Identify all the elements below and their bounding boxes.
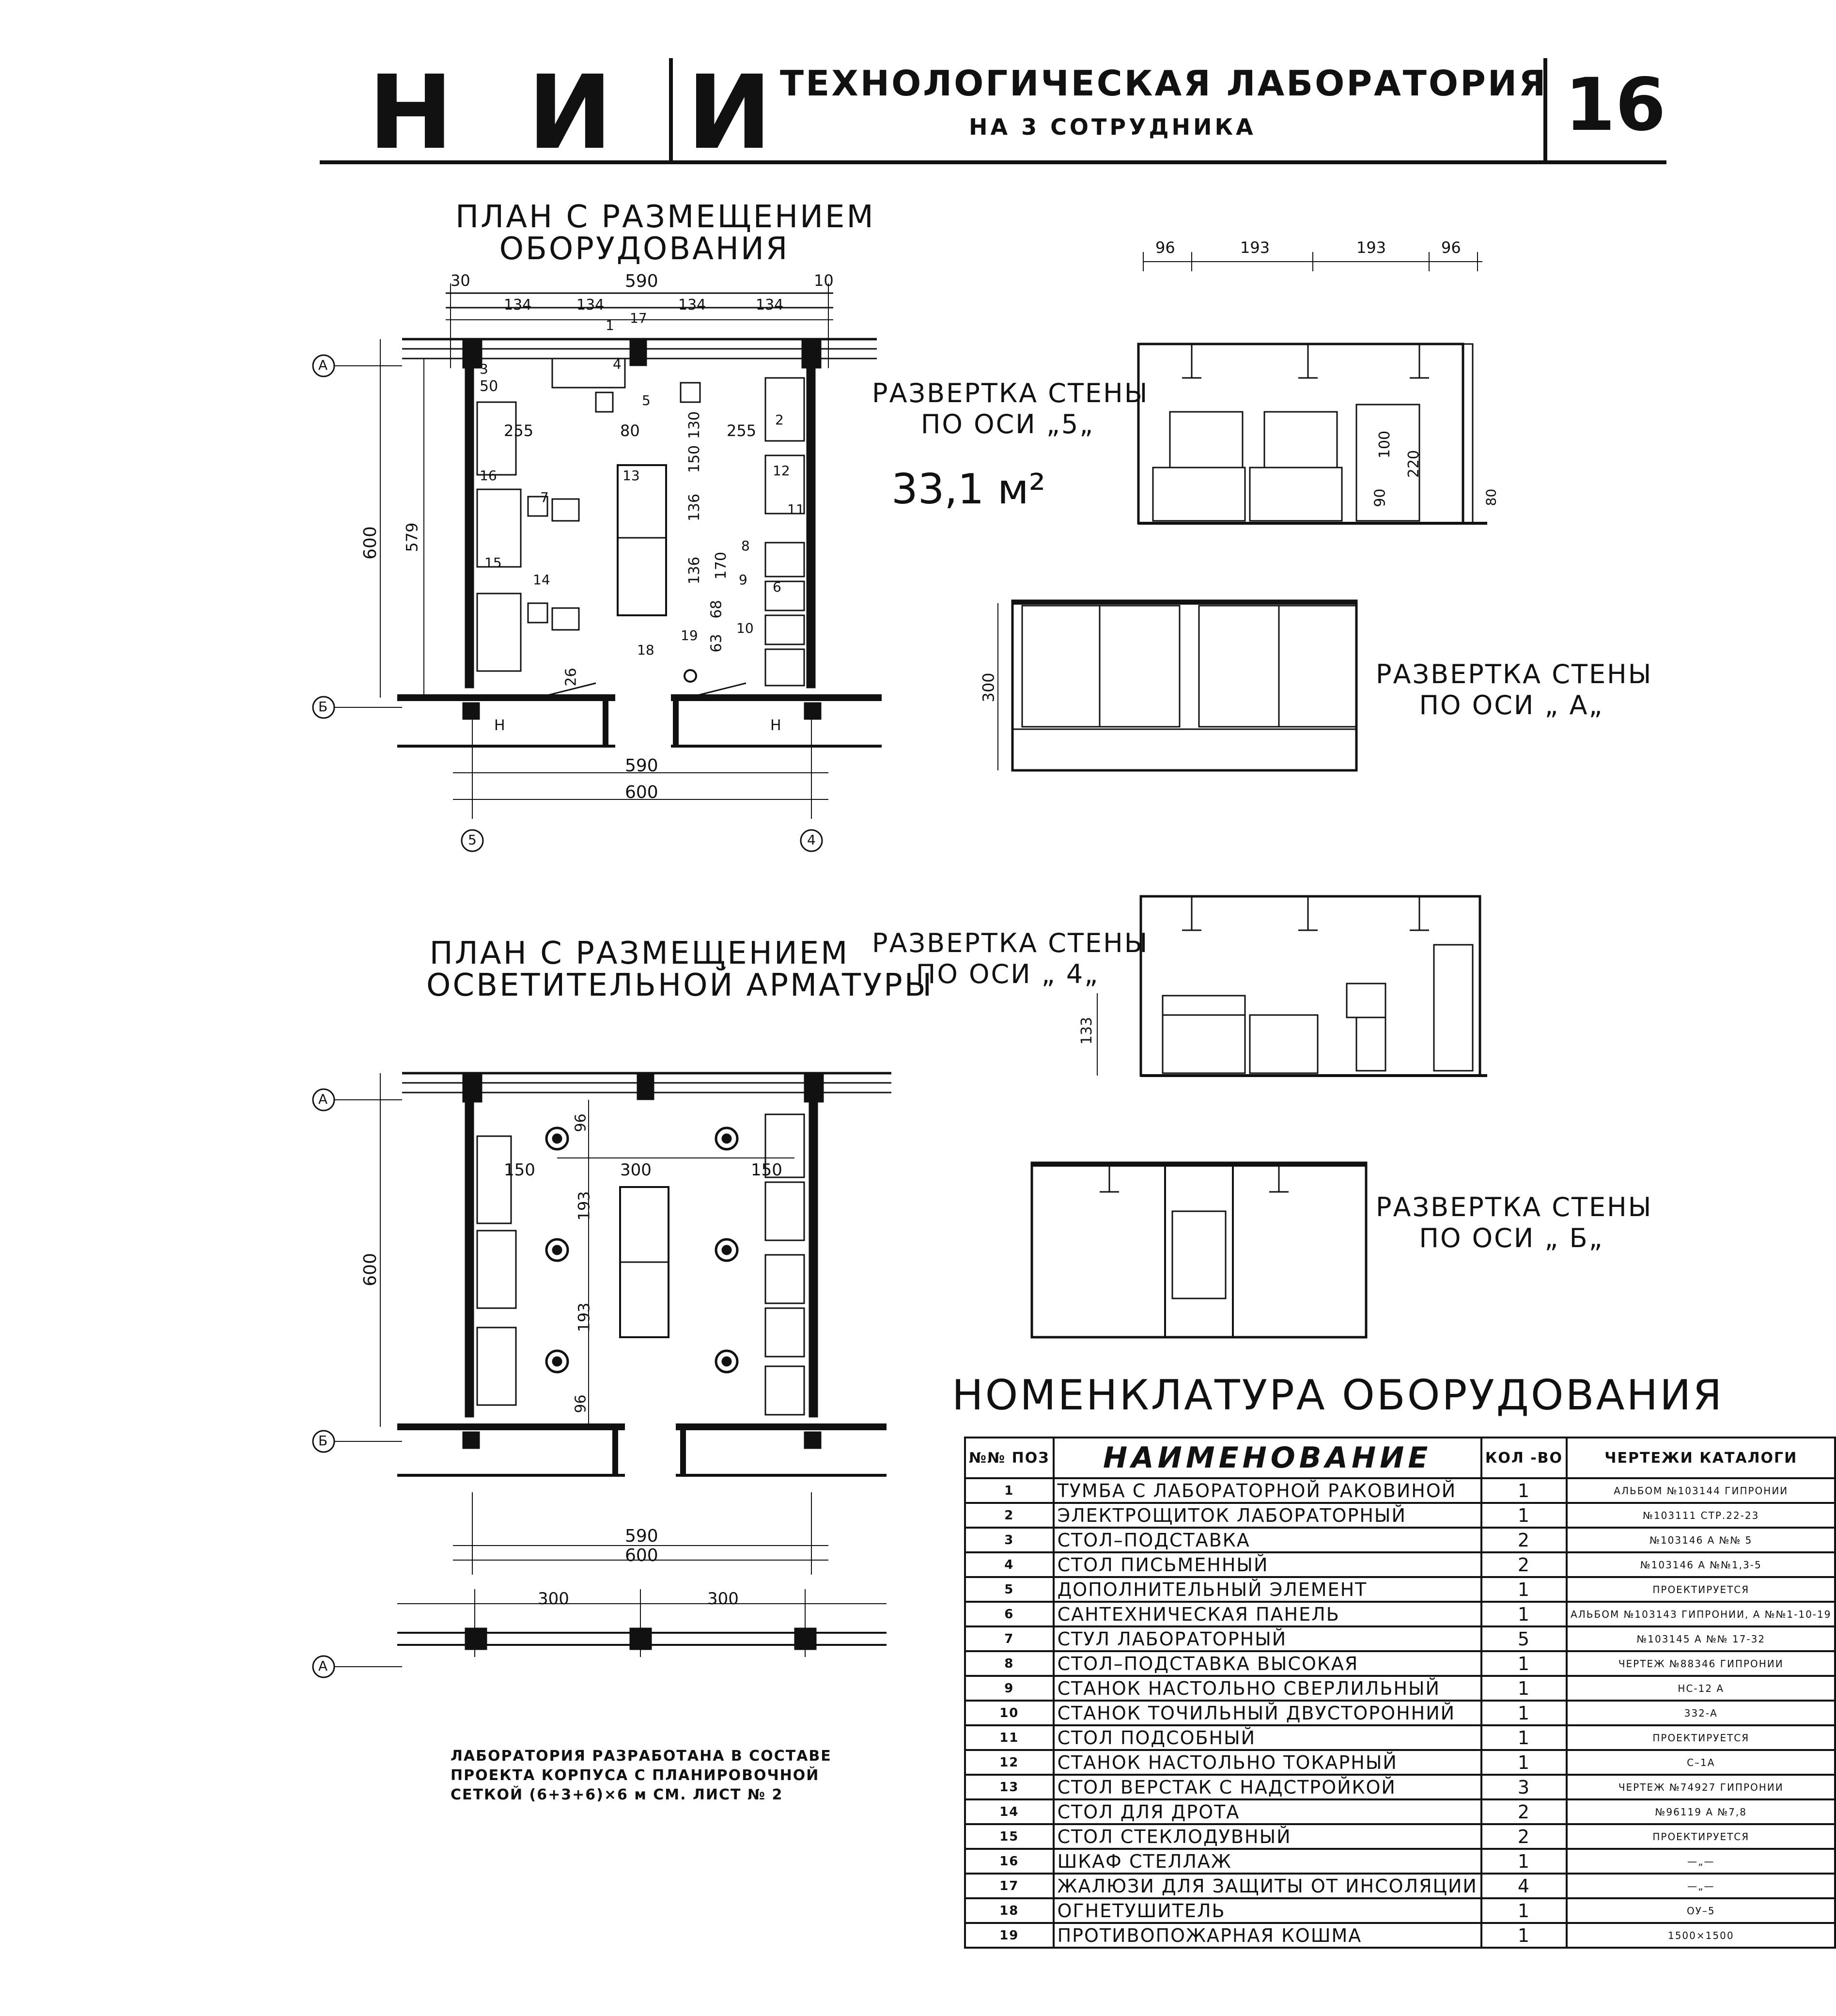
table-row [965, 1602, 1835, 1626]
nomenclature-title: НОМЕНКЛАТУРА ОБОРУДОВАНИЯ [952, 1371, 1724, 1420]
sheet-title: ТЕХНОЛОГИЧЕСКАЯ ЛАБОРАТОРИЯ [780, 63, 1548, 104]
dim-top-10: 10 [814, 271, 834, 290]
corridor-label-left: Н [494, 717, 505, 734]
cell-ref: ЧЕРТЕЖ №74927 ГИПРОНИИ [1567, 1775, 1835, 1799]
cell-ref: ПРОЕКТИРУЕТСЯ [1567, 1725, 1835, 1750]
table-row [965, 1478, 1835, 1503]
design-note: ЛАБОРАТОРИЯ РАЗРАБОТАНА В СОСТАВЕ ПРОЕКТА КОРПУСА С ПЛАНИРОВОЧНОЙ СЕТКОЙ (6+3+6)×6 м СМ. ЛИСТ № 2 [451, 1748, 832, 1803]
elevation-axis-4-label-line1: РАЗВЕРТКА СТЕНЫ [872, 928, 1149, 958]
cell-pos: 2 [965, 1503, 1054, 1528]
cell-qty: 1 [1481, 1750, 1567, 1775]
light-dim-96-top: 96 [572, 1113, 590, 1132]
item-label-2: 2 [775, 412, 784, 428]
cell-ref: 1500×1500 [1567, 1923, 1835, 1948]
cell-pos: 4 [965, 1552, 1054, 1577]
organization-title: Н И И [368, 53, 792, 172]
cell-name: СТАНОК НАСТОЛЬНО ТОКАРНЫЙ [1054, 1750, 1481, 1775]
grid-dim-300-left: 300 [538, 1589, 569, 1609]
elevation-axis-5-label-line1: РАЗВЕРТКА СТЕНЫ [872, 378, 1149, 408]
item-label-5: 5 [642, 392, 651, 408]
dim-seg-3: 134 [678, 297, 706, 313]
nomenclature-table [964, 1437, 1836, 1949]
plan-equipment-title [455, 199, 875, 267]
item-label-6: 6 [773, 579, 781, 595]
cell-qty: 4 [1481, 1874, 1567, 1898]
cell-pos: 9 [965, 1676, 1054, 1701]
cell-name: ОГНЕТУШИТЕЛЬ [1054, 1898, 1481, 1923]
elevation-axis-a-label-line2: ПО ОСИ „ А„ [1419, 690, 1604, 720]
cell-name: СТОЛ–ПОДСТАВКА ВЫСОКАЯ [1054, 1651, 1481, 1676]
item-label-11: 11 [787, 501, 805, 517]
cell-pos: 10 [965, 1701, 1054, 1725]
cell-ref: №103145 А №№ 17-32 [1567, 1626, 1835, 1651]
cell-name: СТУЛ ЛАБОРАТОРНЫЙ [1054, 1626, 1481, 1651]
elev5-h220: 220 [1405, 450, 1423, 478]
cell-pos: 5 [965, 1577, 1054, 1602]
plan-lighting-title-line1: ПЛАН С РАЗМЕЩЕНИЕМ [429, 936, 850, 971]
dim-top-30: 30 [451, 271, 470, 290]
table-row [965, 1799, 1835, 1824]
item-label-3: 3 [480, 361, 488, 377]
cell-ref: №103146 А №№1,3-5 [1567, 1552, 1835, 1577]
dim-255-left: 255 [504, 422, 534, 440]
dim-height-total: 600 [360, 526, 380, 560]
elev4-h133: 133 [1078, 1016, 1096, 1045]
cell-qty: 3 [1481, 1775, 1567, 1799]
elevA-h300: 300 [979, 672, 998, 703]
cell-pos: 14 [965, 1799, 1054, 1824]
cell-ref: —„— [1567, 1874, 1835, 1898]
cell-qty: 2 [1481, 1552, 1567, 1577]
item-label-10: 10 [736, 620, 754, 636]
light-dim-150-left: 150 [504, 1160, 535, 1180]
cell-ref: ОУ–5 [1567, 1898, 1835, 1923]
dim-68: 68 [708, 600, 725, 619]
cell-ref: С–1А [1567, 1750, 1835, 1775]
cell-qty: 1 [1481, 1898, 1567, 1923]
cell-name: СТАНОК НАСТОЛЬНО СВЕРЛИЛЬНЫЙ [1054, 1676, 1481, 1701]
cell-name: ПРОТИВОПОЖАРНАЯ КОШМА [1054, 1923, 1481, 1948]
sheet-number: 16 [1565, 63, 1666, 147]
axis-a-label-2: А [318, 1091, 328, 1107]
elevation-axis-a-drawing [998, 601, 1356, 770]
cell-name: ТУМБА С ЛАБОРАТОРНОЙ РАКОВИНОЙ [1054, 1478, 1481, 1503]
cell-pos: 6 [965, 1602, 1054, 1626]
cell-pos: 19 [965, 1923, 1054, 1948]
axis-b-label-1: Б [318, 699, 328, 715]
cell-qty: 1 [1481, 1725, 1567, 1750]
elevation-axis-4-drawing [1097, 896, 1487, 1076]
dim-136-a: 136 [686, 493, 703, 522]
elevation-axis-a-label [1376, 659, 1653, 721]
elevation-axis-5-label-line2: ПО ОСИ „5„ [920, 409, 1095, 439]
cell-ref: №103111 СТР.22-23 [1567, 1503, 1835, 1528]
cell-ref: 332-А [1567, 1701, 1835, 1725]
cell-ref: —„— [1567, 1849, 1835, 1874]
cell-qty: 1 [1481, 1503, 1567, 1528]
dim-bottom-600: 600 [625, 782, 658, 802]
cell-pos: 1 [965, 1478, 1054, 1503]
table-row [965, 1824, 1835, 1849]
dim-80: 80 [620, 422, 640, 440]
header-ref: ЧЕРТЕЖИ КАТАЛОГИ [1567, 1438, 1835, 1478]
room-area: 33,1 м² [891, 465, 1046, 514]
item-label-13: 13 [622, 468, 640, 484]
plan-equipment-title-line1: ПЛАН С РАЗМЕЩЕНИЕМ [455, 199, 875, 235]
item-label-17: 17 [630, 310, 647, 326]
dim-seg-1: 134 [504, 297, 532, 313]
cell-qty: 1 [1481, 1478, 1567, 1503]
table-row [965, 1528, 1835, 1552]
cell-name: СТОЛ–ПОДСТАВКА [1054, 1528, 1481, 1552]
item-label-19: 19 [681, 627, 698, 643]
elev5-h90: 90 [1371, 488, 1389, 507]
plan-equipment-title-line2: ОБОРУДОВАНИЯ [499, 231, 790, 267]
cell-qty: 2 [1481, 1799, 1567, 1824]
axis-b-label-2: Б [318, 1433, 328, 1449]
table-row [965, 1552, 1835, 1577]
cell-qty: 2 [1481, 1824, 1567, 1849]
elevation-axis-b-label-line1: РАЗВЕРТКА СТЕНЫ [1376, 1192, 1653, 1222]
dim-50: 50 [480, 378, 498, 395]
table-row [965, 1676, 1835, 1701]
cell-qty: 1 [1481, 1849, 1567, 1874]
item-label-12: 12 [773, 463, 790, 479]
item-label-14: 14 [533, 572, 550, 588]
table-row [965, 1874, 1835, 1898]
axis-a-label-3: А [318, 1658, 328, 1674]
cell-name: СТОЛ СТЕКЛОДУВНЫЙ [1054, 1824, 1481, 1849]
cell-ref: №96119 А №7,8 [1567, 1799, 1835, 1824]
light-dim-150-right: 150 [751, 1160, 782, 1180]
item-label-1: 1 [606, 317, 614, 333]
cell-name: СТАНОК ТОЧИЛЬНЫЙ ДВУСТОРОННИЙ [1054, 1701, 1481, 1725]
cell-ref: АЛЬБОМ №103143 ГИПРОНИИ, А №№1-10-19 [1567, 1602, 1835, 1626]
elevation-axis-a-label-line1: РАЗВЕРТКА СТЕНЫ [1376, 659, 1653, 689]
dim-170: 170 [713, 551, 730, 580]
table-row [965, 1725, 1835, 1750]
item-label-18: 18 [637, 642, 654, 658]
dim-seg-2: 134 [576, 297, 605, 313]
elevation-axis-5-drawing [1138, 252, 1487, 523]
item-label-4: 4 [613, 356, 622, 372]
cell-pos: 3 [965, 1528, 1054, 1552]
header-pos: №№ ПОЗ [965, 1438, 1054, 1478]
plan-lighting-drawing [334, 1073, 891, 1667]
cell-qty: 1 [1481, 1577, 1567, 1602]
cell-qty: 5 [1481, 1626, 1567, 1651]
dim-255-right: 255 [727, 422, 757, 440]
elevation-axis-5-label [872, 378, 1149, 440]
elev5-dim-3: 193 [1356, 238, 1386, 257]
cell-pos: 13 [965, 1775, 1054, 1799]
light-dim-bottom-600: 600 [625, 1546, 658, 1565]
cell-pos: 11 [965, 1725, 1054, 1750]
cell-pos: 15 [965, 1824, 1054, 1849]
elev5-dim-2: 193 [1240, 238, 1270, 257]
elevation-axis-4-label-line2: ПО ОСИ „ 4„ [916, 959, 1100, 989]
table-row [965, 1626, 1835, 1651]
cell-pos: 18 [965, 1898, 1054, 1923]
plan-lighting-title [426, 936, 934, 1003]
dim-top-total: 590 [625, 271, 658, 291]
grid-dim-300-right: 300 [707, 1589, 739, 1609]
table-row [965, 1651, 1835, 1676]
light-dim-height: 600 [360, 1253, 380, 1286]
dim-bottom-590: 590 [625, 756, 658, 776]
dim-height-inner: 579 [403, 522, 421, 552]
cell-ref: АЛЬБОМ №103144 ГИПРОНИИ [1567, 1478, 1835, 1503]
table-row [965, 1923, 1835, 1948]
cell-ref: №103146 А №№ 5 [1567, 1528, 1835, 1552]
cell-qty: 1 [1481, 1923, 1567, 1948]
cell-ref: ПРОЕКТИРУЕТСЯ [1567, 1577, 1835, 1602]
cell-name: СТОЛ ПИСЬМЕННЫЙ [1054, 1552, 1481, 1577]
item-label-16: 16 [480, 468, 497, 484]
dim-seg-4: 134 [756, 297, 784, 313]
cell-qty: 1 [1481, 1701, 1567, 1725]
cell-pos: 8 [965, 1651, 1054, 1676]
table-row [965, 1775, 1835, 1799]
dim-130: 130 [686, 411, 703, 439]
table-row [965, 1503, 1835, 1528]
axis-5-label: 5 [468, 832, 477, 848]
cell-ref: НС-12 А [1567, 1676, 1835, 1701]
item-label-8: 8 [741, 538, 750, 554]
cell-name: ЖАЛЮЗИ ДЛЯ ЗАЩИТЫ ОТ ИНСОЛЯЦИИ [1054, 1874, 1481, 1898]
light-dim-bottom-590: 590 [625, 1526, 658, 1546]
dim-26: 26 [562, 668, 580, 687]
light-dim-193-a: 193 [575, 1191, 593, 1221]
cell-ref: ПРОЕКТИРУЕТСЯ [1567, 1824, 1835, 1849]
nomenclature-header-row [965, 1438, 1835, 1478]
cell-pos: 7 [965, 1626, 1054, 1651]
cell-name: СТОЛ ВЕРСТАК С НАДСТРОЙКОЙ [1054, 1775, 1481, 1799]
item-label-9: 9 [739, 572, 747, 588]
elev5-dim-4: 96 [1441, 238, 1461, 257]
cell-name: СТОЛ ДЛЯ ДРОТА [1054, 1799, 1481, 1824]
elev5-h80: 80 [1483, 488, 1499, 506]
dim-150: 150 [686, 445, 703, 473]
plan-lighting-title-line2: ОСВЕТИТЕЛЬНОЙ АРМАТУРЫ [426, 968, 934, 1003]
header-name: НАИМЕНОВАНИЕ [1054, 1438, 1481, 1478]
dim-136-b: 136 [686, 556, 703, 585]
cell-ref: ЧЕРТЕЖ №88346 ГИПРОНИИ [1567, 1651, 1835, 1676]
light-dim-96-bottom: 96 [572, 1394, 590, 1413]
cell-qty: 1 [1481, 1602, 1567, 1626]
cell-pos: 16 [965, 1849, 1054, 1874]
cell-qty: 2 [1481, 1528, 1567, 1552]
elev5-dim-1: 96 [1155, 238, 1175, 257]
dim-63: 63 [708, 634, 725, 653]
cell-name: ДОПОЛНИТЕЛЬНЫЙ ЭЛЕМЕНТ [1054, 1577, 1481, 1602]
axis-4-label: 4 [807, 832, 816, 848]
table-row [965, 1849, 1835, 1874]
light-dim-193-b: 193 [575, 1302, 593, 1332]
cell-name: ЭЛЕКТРОЩИТОК ЛАБОРАТОРНЫЙ [1054, 1503, 1481, 1528]
item-label-7: 7 [540, 489, 549, 505]
corridor-label-right: Н [770, 717, 781, 734]
table-row [965, 1750, 1835, 1775]
item-label-15: 15 [484, 555, 502, 571]
elevation-axis-b-label [1376, 1192, 1653, 1254]
axis-a-label-1: А [318, 357, 328, 373]
header-qty: КОЛ -ВО [1481, 1438, 1567, 1478]
light-dim-300: 300 [620, 1160, 652, 1180]
cell-pos: 12 [965, 1750, 1054, 1775]
table-row [965, 1701, 1835, 1725]
elevation-axis-b-drawing [1032, 1163, 1366, 1337]
table-row [965, 1898, 1835, 1923]
cell-name: СТОЛ ПОДСОБНЫЙ [1054, 1725, 1481, 1750]
cell-qty: 1 [1481, 1676, 1567, 1701]
elevation-axis-b-label-line2: ПО ОСИ „ Б„ [1419, 1223, 1604, 1253]
cell-name: ШКАФ СТЕЛЛАЖ [1054, 1849, 1481, 1874]
table-row [965, 1577, 1835, 1602]
cell-name: САНТЕХНИЧЕСКАЯ ПАНЕЛЬ [1054, 1602, 1481, 1626]
sheet-subtitle: НА 3 СОТРУДНИКА [969, 114, 1256, 140]
cell-qty: 1 [1481, 1651, 1567, 1676]
cell-pos: 17 [965, 1874, 1054, 1898]
elev5-h100: 100 [1376, 430, 1394, 459]
